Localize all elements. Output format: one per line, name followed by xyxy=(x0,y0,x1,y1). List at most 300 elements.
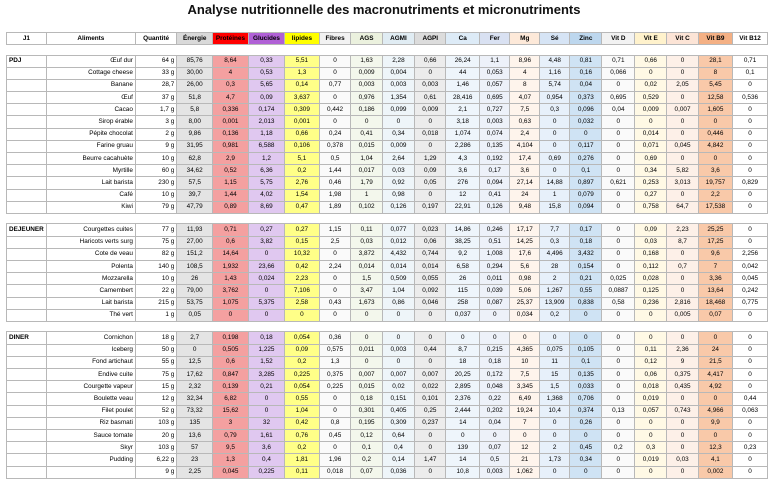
table-row xyxy=(7,165,768,177)
col-vit-d-cell: 0 xyxy=(602,165,635,177)
col-quantite-cell: 103 g xyxy=(135,417,176,429)
col-agpi-cell: 0,003 xyxy=(415,79,446,91)
col-aliments-cell: Lait barista xyxy=(46,177,135,189)
col-aliments-cell: Camembert xyxy=(46,285,135,297)
col-vit-b9-cell: 24 xyxy=(698,344,732,356)
col-lipides-header: lipides xyxy=(285,33,320,45)
col-zinc-cell: 0,16 xyxy=(570,67,602,79)
col-quantite-cell: 215 g xyxy=(135,297,176,309)
col-aliments-cell: Riz basmati xyxy=(46,417,135,429)
col-fer-cell: 0 xyxy=(480,429,510,441)
col-energie-cell: 13,6 xyxy=(177,429,213,441)
col-quantite-cell: 10 g xyxy=(135,189,176,201)
col-zinc-cell: 0 xyxy=(570,332,602,344)
col-fibres-cell: 0,225 xyxy=(319,381,351,393)
col-aliments-cell: Œuf dur xyxy=(46,55,135,67)
col-mg-cell: 0 xyxy=(510,332,540,344)
col-lipides-cell: 0,14 xyxy=(285,79,320,91)
col-aliments-cell: Courgette vapeur xyxy=(46,381,135,393)
col-fer-cell: 0,087 xyxy=(480,297,510,309)
col-se-cell: 14,88 xyxy=(540,177,570,189)
col-energie-cell: 34,62 xyxy=(177,165,213,177)
col-vit-c-cell: 3,013 xyxy=(667,177,698,189)
col-proteines-cell: 0,139 xyxy=(213,381,249,393)
col-zinc-cell: 0,373 xyxy=(570,92,602,104)
col-proteines-cell: 0,001 xyxy=(213,116,249,128)
col-agpi-cell: 0,055 xyxy=(415,273,446,285)
col-fer-cell: 0,18 xyxy=(480,356,510,368)
col-ca-cell: 2,376 xyxy=(446,393,480,405)
col-fibres-cell: 0,375 xyxy=(319,369,351,381)
meal-label xyxy=(7,393,47,405)
col-agmi-cell: 1,04 xyxy=(382,285,414,297)
col-fer-cell: 0,04 xyxy=(480,417,510,429)
col-aliments-cell: Farine gruau xyxy=(46,140,135,152)
col-lipides-cell: 0 xyxy=(285,309,320,321)
col-lipides-cell: 2,76 xyxy=(285,177,320,189)
col-fibres-cell: 0,46 xyxy=(319,177,351,189)
table-row xyxy=(7,332,768,344)
col-agpi-cell: 0,61 xyxy=(415,92,446,104)
col-vit-e-cell: 0,02 xyxy=(635,79,667,91)
col-zinc-cell: 0,81 xyxy=(570,55,602,67)
col-quantite-cell: 2 g xyxy=(135,128,176,140)
col-vit-e-cell: 0,529 xyxy=(635,92,667,104)
meal-label xyxy=(7,466,47,478)
col-fibres-cell: 0,378 xyxy=(319,140,351,152)
col-ags-cell: 0,07 xyxy=(351,466,382,478)
col-se-cell: 0,2 xyxy=(540,309,570,321)
col-energie-cell: 11,93 xyxy=(177,224,213,236)
col-lipides-cell: 0,106 xyxy=(285,140,320,152)
table-row xyxy=(7,177,768,189)
col-zinc-cell: 0,135 xyxy=(570,369,602,381)
col-lipides-cell: 0,054 xyxy=(285,332,320,344)
col-proteines-cell: 0,505 xyxy=(213,344,249,356)
col-vit-d-cell: 0,71 xyxy=(602,55,635,67)
col-fer-cell: 0,057 xyxy=(480,79,510,91)
col-vit-d-cell: 0 xyxy=(602,140,635,152)
col-fer-cell: 0,5 xyxy=(480,454,510,466)
col-vit-b9-cell: 4,966 xyxy=(698,405,732,417)
col-se-cell: 7,7 xyxy=(540,224,570,236)
col-mg-cell: 6,49 xyxy=(510,393,540,405)
col-se-cell: 4,496 xyxy=(540,248,570,260)
col-vit-d-cell: 0,13 xyxy=(602,405,635,417)
col-lipides-cell: 0,11 xyxy=(285,466,320,478)
col-vit-b12-header: Vit B12 xyxy=(733,33,768,45)
col-mg-cell: 8,96 xyxy=(510,55,540,67)
col-lipides-cell: 1,04 xyxy=(285,405,320,417)
col-j1-header: J1 xyxy=(7,33,47,45)
col-fer-cell: 0,094 xyxy=(480,177,510,189)
col-vit-e-cell: 0,253 xyxy=(635,177,667,189)
col-energie-cell: 85,76 xyxy=(177,55,213,67)
table-row xyxy=(7,417,768,429)
col-vit-d-cell: 0 xyxy=(602,369,635,381)
col-glucides-header: Glucides xyxy=(248,33,284,45)
col-energie-cell: 53,75 xyxy=(177,297,213,309)
col-se-cell: 11 xyxy=(540,356,570,368)
col-vit-c-cell: 0 xyxy=(667,55,698,67)
col-quantite-cell: 33 g xyxy=(135,67,176,79)
col-vit-b9-cell: 25,25 xyxy=(698,224,732,236)
col-vit-d-cell: 0 xyxy=(602,393,635,405)
col-energie-cell: 47,79 xyxy=(177,201,213,213)
col-vit-b9-cell: 28,1 xyxy=(698,55,732,67)
col-agpi-cell: 0,007 xyxy=(415,369,446,381)
col-se-cell: 0 xyxy=(540,165,570,177)
col-agmi-cell: 0,099 xyxy=(382,104,414,116)
col-aliments-cell: Sauce tomate xyxy=(46,429,135,441)
col-vit-b9-cell: 4,417 xyxy=(698,369,732,381)
col-agpi-cell: 0 xyxy=(415,189,446,201)
col-vit-e-header: Vit E xyxy=(635,33,667,45)
col-quantite-cell: 12 g xyxy=(135,393,176,405)
col-zinc-cell: 0,21 xyxy=(570,273,602,285)
col-proteines-cell: 14,64 xyxy=(213,248,249,260)
col-ags-cell: 3,872 xyxy=(351,248,382,260)
col-agpi-cell: 0 xyxy=(415,309,446,321)
meal-label xyxy=(7,165,47,177)
col-vit-c-header: Vit C xyxy=(667,33,698,45)
section-gap xyxy=(7,321,768,332)
col-lipides-cell: 0,2 xyxy=(285,442,320,454)
col-fer-cell: 0,074 xyxy=(480,128,510,140)
col-energie-cell: 2,7 xyxy=(177,332,213,344)
col-agpi-cell: 0 xyxy=(415,67,446,79)
col-agpi-cell: 0,44 xyxy=(415,344,446,356)
col-mg-cell: 12 xyxy=(510,442,540,454)
col-se-cell: 0,3 xyxy=(540,104,570,116)
col-aliments-cell: Boulette veau xyxy=(46,393,135,405)
col-ags-cell: 0,017 xyxy=(351,165,382,177)
col-ags-cell: 0,2 xyxy=(351,454,382,466)
col-energie-cell: 9,86 xyxy=(177,128,213,140)
col-fer-cell: 0,41 xyxy=(480,189,510,201)
section-gap xyxy=(7,45,768,56)
col-vit-c-cell: 2,36 xyxy=(667,344,698,356)
col-ca-header: Ca xyxy=(446,33,480,45)
col-quantite-cell: 50 g xyxy=(135,344,176,356)
col-se-cell: 13,909 xyxy=(540,297,570,309)
col-fer-cell: 0,727 xyxy=(480,104,510,116)
col-vit-b9-cell: 0 xyxy=(698,116,732,128)
col-se-cell: 0 xyxy=(540,429,570,441)
col-fer-cell: 0,126 xyxy=(480,201,510,213)
col-vit-d-cell: 0 xyxy=(602,344,635,356)
col-se-cell: 2 xyxy=(540,442,570,454)
col-lipides-cell: 0,42 xyxy=(285,261,320,273)
col-quantite-cell: 82 g xyxy=(135,248,176,260)
col-fibres-cell: 0,77 xyxy=(319,79,351,91)
col-agmi-cell: 0,309 xyxy=(382,417,414,429)
col-lipides-cell: 2,23 xyxy=(285,273,320,285)
col-proteines-cell: 1,3 xyxy=(213,454,249,466)
col-quantite-header: Quantité xyxy=(135,33,176,45)
col-ca-cell: 1,074 xyxy=(446,128,480,140)
meal-label xyxy=(7,140,47,152)
col-glucides-cell: 3,285 xyxy=(248,369,284,381)
col-vit-e-cell: 0,019 xyxy=(635,393,667,405)
col-vit-b12-cell: 0 xyxy=(733,454,768,466)
col-zinc-cell: 0,1 xyxy=(570,165,602,177)
col-proteines-cell: 4,7 xyxy=(213,92,249,104)
col-mg-cell: 4,365 xyxy=(510,344,540,356)
col-glucides-cell: 0,27 xyxy=(248,224,284,236)
col-agmi-cell: 2,28 xyxy=(382,55,414,67)
col-vit-b12-cell: 0 xyxy=(733,309,768,321)
col-vit-c-cell: 0 xyxy=(667,417,698,429)
col-fer-cell: 0,003 xyxy=(480,466,510,478)
meal-label xyxy=(7,236,47,248)
col-vit-e-cell: 0 xyxy=(635,116,667,128)
col-ca-cell: 2,1 xyxy=(446,104,480,116)
col-agmi-cell: 0,03 xyxy=(382,165,414,177)
col-vit-b9-cell: 4,842 xyxy=(698,140,732,152)
col-agpi-cell: 0 xyxy=(415,466,446,478)
col-vit-c-cell: 0,743 xyxy=(667,405,698,417)
col-ags-cell: 0,1 xyxy=(351,442,382,454)
col-glucides-cell: 0 xyxy=(248,309,284,321)
col-vit-d-cell: 0 xyxy=(602,356,635,368)
col-aliments-cell: Kiwi xyxy=(46,201,135,213)
col-ags-cell: 1 xyxy=(351,189,382,201)
col-quantite-cell: 20 g xyxy=(135,429,176,441)
col-aliments-cell: Haricots verts surg xyxy=(46,236,135,248)
col-quantite-cell: 22 g xyxy=(135,285,176,297)
col-ca-cell: 20,25 xyxy=(446,369,480,381)
col-ags-cell: 0,015 xyxy=(351,381,382,393)
col-mg-cell: 27,14 xyxy=(510,177,540,189)
col-ca-cell: 6,58 xyxy=(446,261,480,273)
col-quantite-cell: 103 g xyxy=(135,442,176,454)
meal-label xyxy=(7,189,47,201)
col-vit-b12-cell: 0 xyxy=(733,165,768,177)
col-zinc-cell: 0,374 xyxy=(570,405,602,417)
col-vit-e-cell: 0,06 xyxy=(635,369,667,381)
meal-label xyxy=(7,417,47,429)
col-vit-d-cell: 0 xyxy=(602,224,635,236)
col-vit-b9-cell: 0 xyxy=(698,429,732,441)
col-vit-e-cell: 0,66 xyxy=(635,55,667,67)
col-energie-cell: 27,00 xyxy=(177,236,213,248)
col-vit-b12-cell: 0,045 xyxy=(733,273,768,285)
col-mg-cell: 3,345 xyxy=(510,381,540,393)
col-proteines-cell: 3,762 xyxy=(213,285,249,297)
table-row xyxy=(7,116,768,128)
col-ca-cell: 22,91 xyxy=(446,201,480,213)
col-agmi-cell: 0,14 xyxy=(382,454,414,466)
col-ca-cell: 2,444 xyxy=(446,405,480,417)
col-fer-cell: 0,07 xyxy=(480,442,510,454)
col-fer-cell: 0,17 xyxy=(480,165,510,177)
col-fibres-cell: 0,018 xyxy=(319,466,351,478)
col-se-cell: 1,5 xyxy=(540,381,570,393)
col-vit-b9-cell: 21,5 xyxy=(698,356,732,368)
col-glucides-cell: 0,174 xyxy=(248,104,284,116)
col-vit-d-cell: 0 xyxy=(602,201,635,213)
col-quantite-cell: 55 g xyxy=(135,356,176,368)
col-ags-header: AGS xyxy=(351,33,382,45)
col-proteines-cell: 0,6 xyxy=(213,356,249,368)
col-ags-cell: 1,79 xyxy=(351,177,382,189)
table-row xyxy=(7,285,768,297)
col-glucides-cell: 0,09 xyxy=(248,92,284,104)
col-vit-d-cell: 0,025 xyxy=(602,273,635,285)
col-proteines-cell: 15,62 xyxy=(213,405,249,417)
col-vit-e-cell: 0,125 xyxy=(635,285,667,297)
col-ags-cell: 0,011 xyxy=(351,344,382,356)
col-se-cell: 10,4 xyxy=(540,405,570,417)
col-ags-cell: 0 xyxy=(351,116,382,128)
col-vit-b12-cell: 0 xyxy=(733,381,768,393)
table-row xyxy=(7,454,768,466)
col-vit-e-cell: 0 xyxy=(635,309,667,321)
col-vit-e-cell: 0,014 xyxy=(635,128,667,140)
col-lipides-cell: 0,054 xyxy=(285,381,320,393)
col-vit-b12-cell: 0 xyxy=(733,332,768,344)
col-energie-cell: 30,00 xyxy=(177,67,213,79)
col-vit-c-cell: 0 xyxy=(667,128,698,140)
table-row xyxy=(7,67,768,79)
col-agmi-cell: 1,354 xyxy=(382,92,414,104)
col-vit-b12-cell: 0 xyxy=(733,369,768,381)
col-ags-cell: 0,41 xyxy=(351,128,382,140)
col-vit-e-cell: 0,11 xyxy=(635,344,667,356)
col-mg-cell: 0,63 xyxy=(510,116,540,128)
col-vit-d-cell: 0,04 xyxy=(602,104,635,116)
col-se-cell: 15,8 xyxy=(540,201,570,213)
col-vit-e-cell: 0 xyxy=(635,417,667,429)
col-energie-cell: 5,8 xyxy=(177,104,213,116)
col-se-cell: 0,69 xyxy=(540,153,570,165)
meal-label: DEJEUNER xyxy=(7,224,47,236)
col-glucides-cell: 32 xyxy=(248,417,284,429)
col-glucides-cell: 1,61 xyxy=(248,429,284,441)
col-vit-d-cell: 0 xyxy=(602,248,635,260)
col-vit-d-cell: 0 xyxy=(602,454,635,466)
col-quantite-cell: 230 g xyxy=(135,177,176,189)
col-mg-cell: 24 xyxy=(510,189,540,201)
col-mg-cell: 0,98 xyxy=(510,273,540,285)
col-fibres-cell: 0,442 xyxy=(319,104,351,116)
col-vit-b12-cell: 0,536 xyxy=(733,92,768,104)
col-quantite-cell: 79 g xyxy=(135,201,176,213)
col-ags-cell: 0,003 xyxy=(351,79,382,91)
col-ca-cell: 9,2 xyxy=(446,248,480,260)
col-proteines-cell: 0,847 xyxy=(213,369,249,381)
col-lipides-cell: 0,2 xyxy=(285,356,320,368)
col-fibres-cell: 0 xyxy=(319,248,351,260)
col-mg-cell: 25,37 xyxy=(510,297,540,309)
col-agmi-cell: 0 xyxy=(382,116,414,128)
col-glucides-cell: 0,53 xyxy=(248,67,284,79)
col-vit-d-cell: 0 xyxy=(602,261,635,273)
col-vit-d-cell: 0 xyxy=(602,466,635,478)
table-row xyxy=(7,261,768,273)
col-aliments-cell xyxy=(46,466,135,478)
meal-label xyxy=(7,273,47,285)
col-agpi-cell: 0,66 xyxy=(415,55,446,67)
col-mg-cell: 0,034 xyxy=(510,309,540,321)
col-zinc-header: Zinc xyxy=(570,33,602,45)
col-lipides-cell: 5,51 xyxy=(285,55,320,67)
meal-label xyxy=(7,297,47,309)
col-fibres-cell: 1,44 xyxy=(319,165,351,177)
col-aliments-cell: Myrtille xyxy=(46,165,135,177)
meal-label xyxy=(7,429,47,441)
col-zinc-cell: 0,838 xyxy=(570,297,602,309)
col-agmi-cell: 0,34 xyxy=(382,128,414,140)
col-proteines-cell: 0,71 xyxy=(213,224,249,236)
col-fibres-cell: 0,43 xyxy=(319,297,351,309)
col-vit-e-cell: 0,758 xyxy=(635,201,667,213)
col-fer-cell: 0,215 xyxy=(480,344,510,356)
meal-label xyxy=(7,177,47,189)
col-vit-e-cell: 0,112 xyxy=(635,261,667,273)
col-se-cell: 2 xyxy=(540,273,570,285)
col-vit-e-cell: 0,168 xyxy=(635,248,667,260)
col-vit-b12-cell: 0 xyxy=(733,189,768,201)
col-fibres-cell: 0,24 xyxy=(319,128,351,140)
col-agpi-cell: 0,101 xyxy=(415,393,446,405)
col-zinc-cell: 0,105 xyxy=(570,344,602,356)
col-vit-d-cell: 0 xyxy=(602,381,635,393)
col-ca-cell: 1,46 xyxy=(446,79,480,91)
col-proteines-cell: 1,932 xyxy=(213,261,249,273)
col-agmi-cell: 0,009 xyxy=(382,140,414,152)
col-se-cell: 0 xyxy=(540,116,570,128)
col-agmi-cell: 0,007 xyxy=(382,369,414,381)
table-row xyxy=(7,369,768,381)
col-quantite-cell: 15 g xyxy=(135,381,176,393)
col-ags-cell: 0,18 xyxy=(351,393,382,405)
header-row xyxy=(7,33,768,45)
col-zinc-cell: 0 xyxy=(570,429,602,441)
meal-label xyxy=(7,442,47,454)
col-fibres-cell: 0 xyxy=(319,55,351,67)
col-vit-d-cell: 0,58 xyxy=(602,297,635,309)
col-lipides-cell: 5,1 xyxy=(285,153,320,165)
col-lipides-cell: 7,106 xyxy=(285,285,320,297)
col-agpi-cell: 0 xyxy=(415,140,446,152)
col-fer-cell: 0 xyxy=(480,332,510,344)
col-aliments-cell: Fond artichaut xyxy=(46,356,135,368)
col-agpi-cell: 0,022 xyxy=(415,381,446,393)
col-fibres-cell: 1,3 xyxy=(319,356,351,368)
col-vit-b9-cell: 0,446 xyxy=(698,128,732,140)
col-lipides-cell: 1,3 xyxy=(285,67,320,79)
col-vit-e-cell: 0,27 xyxy=(635,189,667,201)
col-fibres-cell: 0 xyxy=(319,116,351,128)
col-lipides-cell: 0,66 xyxy=(285,128,320,140)
col-agmi-cell: 0,64 xyxy=(382,429,414,441)
table-row xyxy=(7,224,768,236)
col-agmi-cell: 0 xyxy=(382,356,414,368)
col-vit-e-cell: 0 xyxy=(635,332,667,344)
col-fibres-cell: 0 xyxy=(319,442,351,454)
col-vit-c-cell: 0 xyxy=(667,116,698,128)
col-agmi-cell: 0,92 xyxy=(382,177,414,189)
col-energie-cell: 51,8 xyxy=(177,92,213,104)
col-ca-cell: 26,24 xyxy=(446,55,480,67)
meal-label xyxy=(7,369,47,381)
col-lipides-cell: 0,225 xyxy=(285,369,320,381)
col-quantite-cell: 9 g xyxy=(135,466,176,478)
col-vit-b12-cell: 0 xyxy=(733,104,768,116)
col-mg-cell: 5,06 xyxy=(510,285,540,297)
